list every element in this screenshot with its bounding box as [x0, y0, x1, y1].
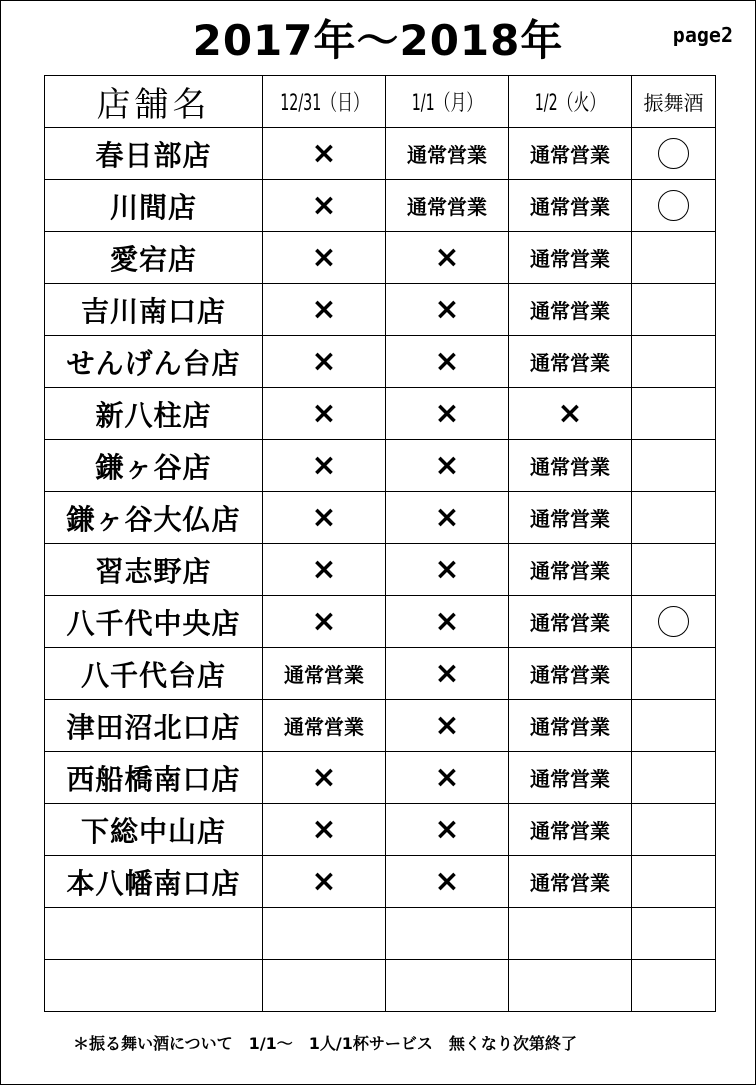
- status-cell: 通常営業: [386, 128, 509, 180]
- table-row: [45, 440, 716, 492]
- status-cell: 通常営業: [509, 232, 632, 284]
- closed-mark: ×: [263, 752, 386, 804]
- status-cell: 通常営業: [509, 804, 632, 856]
- table-row: [45, 596, 716, 648]
- empty-cell: [263, 908, 386, 960]
- store-name-cell: 西船橋南口店: [45, 752, 263, 804]
- free-sake-cell: [632, 700, 716, 752]
- free-sake-circle-icon: [658, 190, 689, 221]
- table-row: [45, 336, 716, 388]
- empty-cell: [263, 960, 386, 1012]
- store-name-cell: 習志野店: [45, 544, 263, 596]
- store-name-cell: 八千代中央店: [45, 596, 263, 648]
- footnote: ＊振る舞い酒について 1/1～ 1人/1杯サービス 無くなり次第終了: [73, 1034, 577, 1053]
- free-sake-cell: [632, 284, 716, 336]
- header-free-sake: 振舞酒: [632, 76, 716, 128]
- free-sake-cell: [632, 232, 716, 284]
- header-store-name: 店舗名: [45, 76, 263, 128]
- closed-mark: ×: [263, 440, 386, 492]
- closed-mark: ×: [263, 128, 386, 180]
- empty-cell: [386, 908, 509, 960]
- free-sake-circle-icon: [658, 138, 689, 169]
- table-row: [45, 804, 716, 856]
- closed-mark: ×: [386, 700, 509, 752]
- store-name-cell: 愛宕店: [45, 232, 263, 284]
- empty-cell: [386, 960, 509, 1012]
- holiday-schedule-table: [44, 75, 716, 1012]
- closed-mark: ×: [386, 284, 509, 336]
- store-name-cell: [45, 960, 263, 1012]
- status-cell: 通常営業: [509, 492, 632, 544]
- header-date-0101: [386, 76, 509, 128]
- status-cell: 通常営業: [509, 752, 632, 804]
- status-cell: 通常営業: [509, 336, 632, 388]
- closed-mark: ×: [263, 336, 386, 388]
- page-title: 2017年～2018年: [192, 16, 564, 65]
- closed-mark: ×: [263, 804, 386, 856]
- status-cell: 通常営業: [509, 440, 632, 492]
- closed-mark: ×: [386, 804, 509, 856]
- closed-mark: ×: [509, 388, 632, 440]
- free-sake-cell: [632, 128, 716, 180]
- free-sake-cell: [632, 908, 716, 960]
- closed-mark: ×: [263, 284, 386, 336]
- store-name-cell: 吉川南口店: [45, 284, 263, 336]
- closed-mark: ×: [386, 596, 509, 648]
- status-cell: 通常営業: [263, 648, 386, 700]
- closed-mark: ×: [386, 336, 509, 388]
- closed-mark: ×: [263, 544, 386, 596]
- table-row: [45, 908, 716, 960]
- store-name-cell: 鎌ヶ谷大仏店: [45, 492, 263, 544]
- store-name-cell: 新八柱店: [45, 388, 263, 440]
- free-sake-cell: [632, 336, 716, 388]
- table-row: [45, 388, 716, 440]
- header-date-1231-label: 12/31（日）: [280, 91, 369, 116]
- closed-mark: ×: [263, 856, 386, 908]
- free-sake-circle-icon: [658, 606, 689, 637]
- closed-mark: ×: [263, 388, 386, 440]
- free-sake-cell: [632, 752, 716, 804]
- closed-mark: ×: [263, 492, 386, 544]
- empty-cell: [509, 960, 632, 1012]
- header-date-0102: [509, 76, 632, 128]
- table-row: [45, 180, 716, 232]
- store-name-cell: 鎌ヶ谷店: [45, 440, 263, 492]
- status-cell: 通常営業: [509, 856, 632, 908]
- free-sake-cell: [632, 960, 716, 1012]
- free-sake-cell: [632, 388, 716, 440]
- page-number: page2: [672, 23, 733, 47]
- closed-mark: ×: [386, 544, 509, 596]
- closed-mark: ×: [386, 440, 509, 492]
- status-cell: 通常営業: [509, 596, 632, 648]
- status-cell: 通常営業: [263, 700, 386, 752]
- closed-mark: ×: [263, 232, 386, 284]
- table-row: [45, 544, 716, 596]
- store-name-cell: 八千代台店: [45, 648, 263, 700]
- closed-mark: ×: [386, 232, 509, 284]
- header-date-1231: [263, 76, 386, 128]
- free-sake-cell: [632, 856, 716, 908]
- store-name-cell: 春日部店: [45, 128, 263, 180]
- status-cell: 通常営業: [509, 128, 632, 180]
- closed-mark: ×: [386, 856, 509, 908]
- table-row: [45, 752, 716, 804]
- empty-cell: [509, 908, 632, 960]
- store-name-cell: せんげん台店: [45, 336, 263, 388]
- closed-mark: ×: [386, 388, 509, 440]
- table-row: [45, 856, 716, 908]
- table-row: [45, 960, 716, 1012]
- header-date-0102-label: 1/2（火）: [534, 91, 606, 116]
- table-row: [45, 284, 716, 336]
- store-name-cell: 津田沼北口店: [45, 700, 263, 752]
- status-cell: 通常営業: [386, 180, 509, 232]
- status-cell: 通常営業: [509, 700, 632, 752]
- free-sake-cell: [632, 440, 716, 492]
- free-sake-cell: [632, 804, 716, 856]
- free-sake-cell: [632, 492, 716, 544]
- free-sake-cell: [632, 544, 716, 596]
- table-row: [45, 648, 716, 700]
- free-sake-cell: [632, 648, 716, 700]
- closed-mark: ×: [263, 180, 386, 232]
- table-row: [45, 232, 716, 284]
- closed-mark: ×: [386, 752, 509, 804]
- status-cell: 通常営業: [509, 648, 632, 700]
- store-name-cell: 下総中山店: [45, 804, 263, 856]
- store-name-cell: 本八幡南口店: [45, 856, 263, 908]
- status-cell: 通常営業: [509, 180, 632, 232]
- store-name-cell: 川間店: [45, 180, 263, 232]
- table-header-row: [45, 76, 716, 128]
- closed-mark: ×: [386, 648, 509, 700]
- header-date-0101-label: 1/1（月）: [411, 91, 483, 116]
- table-row: [45, 128, 716, 180]
- free-sake-cell: [632, 180, 716, 232]
- free-sake-cell: [632, 596, 716, 648]
- table-row: [45, 492, 716, 544]
- closed-mark: ×: [263, 596, 386, 648]
- store-name-cell: [45, 908, 263, 960]
- closed-mark: ×: [386, 492, 509, 544]
- table-row: [45, 700, 716, 752]
- status-cell: 通常営業: [509, 284, 632, 336]
- status-cell: 通常営業: [509, 544, 632, 596]
